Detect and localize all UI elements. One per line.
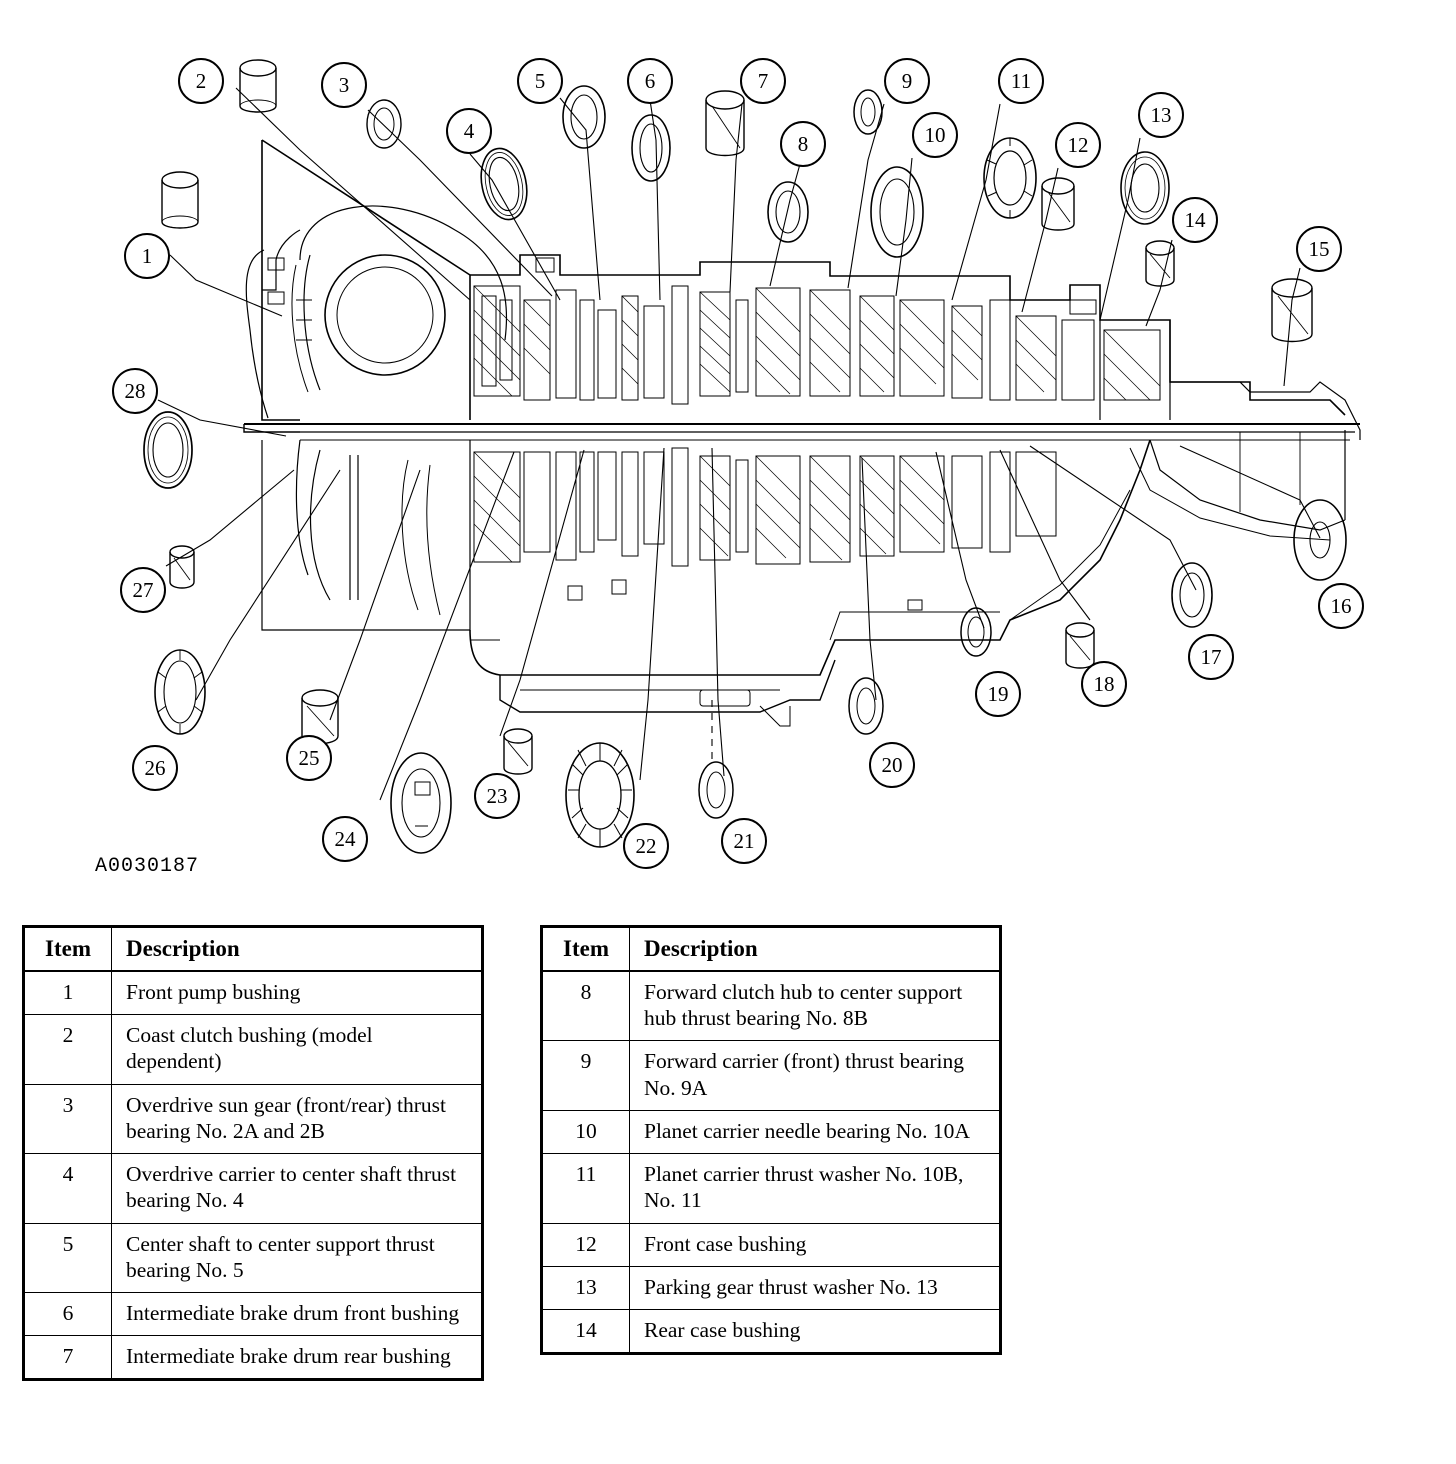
callout-15: 15 [1296,226,1342,272]
table-row [24,1015,483,1084]
table-header-row [24,927,483,972]
table-row [542,1041,1001,1110]
callout-3: 3 [321,62,367,108]
callout-7: 7 [740,58,786,104]
callout-17: 17 [1188,634,1234,680]
cell-description: Parking gear thrust washer No. 13 [630,1266,1001,1309]
cell-description: Planet carrier needle bearing No. 10A [630,1110,1001,1153]
callout-13: 13 [1138,92,1184,138]
callout-26: 26 [132,745,178,791]
cell-item: 1 [24,971,112,1015]
cell-description: Rear case bushing [630,1309,1001,1353]
cell-description: Overdrive carrier to center shaft thrust bearing No. 4 [112,1154,483,1223]
callout-10: 10 [912,112,958,158]
callout-11: 11 [998,58,1044,104]
table-row [542,1154,1001,1223]
table-row [24,1154,483,1223]
table-row [542,1266,1001,1309]
cell-item: 9 [542,1041,630,1110]
callout-14: 14 [1172,197,1218,243]
callout-1: 1 [124,233,170,279]
cell-item: 4 [24,1154,112,1223]
cell-description: Intermediate brake drum rear bushing [112,1336,483,1380]
callout-22: 22 [623,823,669,869]
column-header-item: Item [24,927,112,972]
cell-item: 11 [542,1154,630,1223]
cell-item: 12 [542,1223,630,1266]
callout-25: 25 [286,735,332,781]
table-row [24,1292,483,1335]
cell-item: 5 [24,1223,112,1292]
callout-19: 19 [975,671,1021,717]
callout-5: 5 [517,58,563,104]
callout-4: 4 [446,108,492,154]
table-row [24,1223,483,1292]
callout-18: 18 [1081,661,1127,707]
cell-description: Planet carrier thrust washer No. 10B, No. 11 [630,1154,1001,1223]
callout-12: 12 [1055,122,1101,168]
cell-description: Forward carrier (front) thrust bearing No. 9A [630,1041,1001,1110]
callout-9: 9 [884,58,930,104]
callout-27: 27 [120,567,166,613]
cell-description: Front case bushing [630,1223,1001,1266]
callout-20: 20 [869,742,915,788]
cell-item: 2 [24,1015,112,1084]
table-header-row [542,927,1001,972]
cell-item: 3 [24,1084,112,1153]
cell-description: Center shaft to center support thrust bearing No. 5 [112,1223,483,1292]
table-row [542,1110,1001,1153]
parts-table-left [22,925,484,1381]
table-row [542,971,1001,1041]
cell-description: Overdrive sun gear (front/rear) thrust bearing No. 2A and 2B [112,1084,483,1153]
callout-2: 2 [178,58,224,104]
callout-24: 24 [322,816,368,862]
column-header-description: Description [112,927,483,972]
table-row [542,1223,1001,1266]
column-header-item: Item [542,927,630,972]
table-row [24,1336,483,1380]
figure-code-label: A0030187 [95,855,200,878]
callout-8: 8 [780,121,826,167]
cell-description: Intermediate brake drum front bushing [112,1292,483,1335]
callout-23: 23 [474,773,520,819]
callout-16: 16 [1318,583,1364,629]
cell-item: 7 [24,1336,112,1380]
cell-item: 8 [542,971,630,1041]
column-header-description: Description [630,927,1001,972]
callout-21: 21 [721,818,767,864]
callout-6: 6 [627,58,673,104]
callout-28: 28 [112,368,158,414]
table-row [24,971,483,1015]
cell-item: 13 [542,1266,630,1309]
table-row [542,1309,1001,1353]
cell-item: 14 [542,1309,630,1353]
cell-item: 6 [24,1292,112,1335]
cell-description: Coast clutch bushing (model dependent) [112,1015,483,1084]
parts-table-right [540,925,1002,1355]
cell-description: Forward clutch hub to center support hub thrust bearing No. 8B [630,971,1001,1041]
cell-description: Front pump bushing [112,971,483,1015]
table-row [24,1084,483,1153]
cell-item: 10 [542,1110,630,1153]
